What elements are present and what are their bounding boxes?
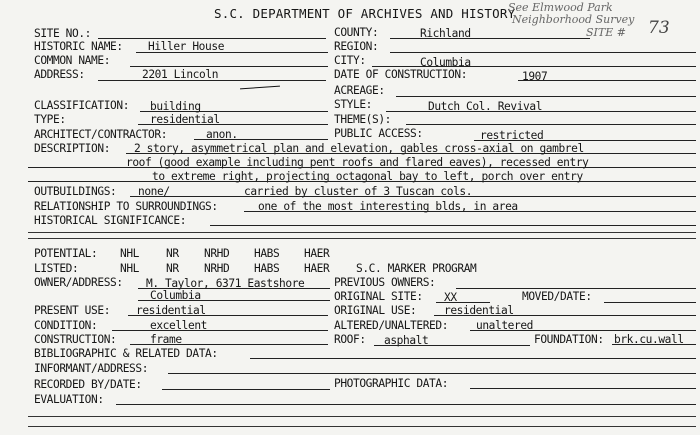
marker-program-label: S.C. MARKER PROGRAM (356, 262, 477, 275)
moved-date-label: MOVED/DATE: (522, 290, 592, 303)
relationship-label: RELATIONSHIP TO SURROUNDINGS: (34, 200, 218, 213)
potential-nhl: NHL (120, 247, 140, 260)
handwritten-note-line-1: See Elmwood Park (508, 1, 613, 14)
outbuildings-label: OUTBUILDINGS: (34, 185, 117, 198)
architect-field (194, 139, 328, 140)
evaluation-label: EVALUATION: (34, 393, 104, 406)
recorded-by-label: RECORDED BY/DATE: (34, 378, 142, 391)
site-no-field (98, 38, 326, 39)
handwritten-note-line-2: Neighborhood Survey (512, 13, 635, 26)
historic-name-field (136, 52, 328, 53)
historical-significance-label: HISTORICAL SIGNIFICANCE: (34, 214, 187, 227)
common-name-field (130, 66, 328, 67)
altered-value: unaltered (476, 319, 534, 332)
date-of-construction-value: 1907 (522, 70, 548, 83)
site-no-label: SITE NO.: (34, 27, 92, 40)
present-use-field (128, 315, 328, 316)
roof-field (374, 345, 530, 346)
address-label: ADDRESS: (34, 68, 85, 81)
potential-nr: NR (166, 247, 179, 260)
foundation-field (612, 344, 696, 345)
construction-label: CONSTRUCTION: (34, 333, 117, 346)
type-value: residential (150, 113, 220, 126)
potential-habs: HABS (254, 247, 280, 260)
style-value: Dutch Col. Revival (428, 100, 543, 113)
photographic-data-field (470, 388, 696, 389)
architect-label: ARCHITECT/CONTRACTOR: (34, 128, 168, 141)
owner-line-1: M. Taylor, 6371 Eastshore (146, 277, 305, 290)
blank-line (28, 416, 696, 417)
historic-name-label: HISTORIC NAME: (34, 40, 123, 53)
blank-line (28, 232, 696, 233)
description-field-line-2 (28, 167, 696, 168)
blank-line (28, 238, 696, 239)
outbuildings-field (130, 196, 696, 197)
theme-field (406, 124, 696, 125)
city-value: Columbia (420, 56, 471, 69)
architect-value: anon. (206, 128, 238, 141)
roof-label: ROOF: (334, 333, 366, 346)
listed-habs: HABS (254, 262, 280, 275)
owner-address-label: OWNER/ADDRESS: (34, 276, 123, 289)
listed-nr: NR (166, 262, 179, 275)
previous-owners-field (456, 288, 696, 289)
original-site-label: ORIGINAL SITE: (334, 290, 423, 303)
relationship-value: one of the most interesting blds, in area (258, 200, 518, 213)
bibliographic-field (250, 358, 696, 359)
date-of-construction-label: DATE OF CONSTRUCTION: (334, 68, 468, 81)
form-title: S.C. DEPARTMENT OF ARCHIVES AND HISTORY (214, 6, 516, 21)
description-line-1: 2 story, asymmetrical plan and elevation, gables cross-axial on gambrel (134, 142, 584, 155)
outbuildings-value: none/ (138, 185, 170, 198)
region-label: REGION: (334, 40, 379, 53)
description-field-line-1 (126, 153, 696, 154)
blank-line (28, 426, 696, 427)
description-label: DESCRIPTION: (34, 142, 111, 155)
photographic-data-label: PHOTOGRAPHIC DATA: (334, 377, 449, 390)
roof-value: asphalt (384, 334, 429, 347)
county-value: Richland (420, 27, 471, 40)
original-site-field (436, 302, 490, 303)
description-line-4: carried by cluster of 3 Tuscan cols. (244, 185, 473, 198)
theme-label: THEME(S): (334, 113, 392, 126)
city-label: CITY: (334, 54, 366, 67)
bibliographic-label: BIBLIOGRAPHIC & RELATED DATA: (34, 347, 218, 360)
listed-nhl: NHL (120, 262, 140, 275)
relationship-field (244, 211, 696, 212)
previous-owners-label: PREVIOUS OWNERS: (334, 276, 436, 289)
style-field (386, 111, 696, 112)
owner-field-line-2 (138, 300, 330, 301)
informant-label: INFORMANT/ADDRESS: (34, 362, 149, 375)
classification-field (140, 111, 328, 112)
county-field (390, 38, 590, 39)
description-field-line-3 (28, 181, 696, 182)
evaluation-field (116, 404, 696, 405)
public-access-field (474, 140, 696, 141)
county-label: COUNTY: (334, 26, 379, 39)
moved-date-field (604, 302, 696, 303)
altered-field (470, 330, 696, 331)
type-field (138, 124, 328, 125)
original-site-value: XX (444, 291, 457, 304)
potential-haer: HAER (304, 247, 330, 260)
foundation-value: brk.cu.wall (614, 333, 684, 346)
classification-value: building (150, 100, 201, 113)
historic-name-value: Hiller House (148, 40, 225, 53)
region-field (390, 52, 696, 53)
acreage-field (396, 96, 696, 97)
present-use-label: PRESENT USE: (34, 304, 111, 317)
construction-field (130, 344, 328, 345)
present-use-value: residential (136, 304, 206, 317)
listed-haer: HAER (304, 262, 330, 275)
address-value: 2201 Lincoln (142, 68, 219, 81)
original-use-label: ORIGINAL USE: (334, 304, 417, 317)
type-label: TYPE: (34, 113, 66, 126)
handwritten-site-number: 73 (648, 18, 670, 38)
foundation-label: FOUNDATION: (534, 333, 604, 346)
original-use-field (434, 315, 696, 316)
style-label: STYLE: (334, 98, 373, 111)
address-pen-mark (240, 86, 280, 90)
address-field (98, 80, 326, 81)
historical-significance-field (210, 225, 696, 226)
condition-field (112, 330, 328, 331)
city-field (372, 66, 696, 67)
acreage-label: ACREAGE: (334, 84, 385, 97)
classification-label: CLASSIFICATION: (34, 99, 130, 112)
handwritten-site-label: SITE # (586, 26, 626, 39)
condition-value: excellent (150, 319, 208, 332)
altered-label: ALTERED/UNALTERED: (334, 319, 449, 332)
description-line-3: to extreme right, projecting octagonal bay to left, porch over entry (152, 170, 583, 183)
owner-line-2: Columbia (150, 289, 201, 302)
common-name-label: COMMON NAME: (34, 54, 111, 67)
listed-nrhd: NRHD (204, 262, 230, 275)
recorded-by-field (162, 389, 330, 390)
condition-label: CONDITION: (34, 319, 98, 332)
potential-nrhd: NRHD (204, 247, 230, 260)
informant-field (168, 373, 696, 374)
public-access-label: PUBLIC ACCESS: (334, 127, 423, 140)
description-line-2: roof (good example including pent roofs and flared eaves), recessed entry (126, 156, 589, 169)
date-of-construction-field (518, 80, 696, 81)
potential-label: POTENTIAL: (34, 247, 98, 260)
construction-value: frame (150, 333, 182, 346)
public-access-value: restricted (480, 129, 544, 142)
listed-label: LISTED: (34, 262, 79, 275)
original-use-value: residential (444, 304, 514, 317)
